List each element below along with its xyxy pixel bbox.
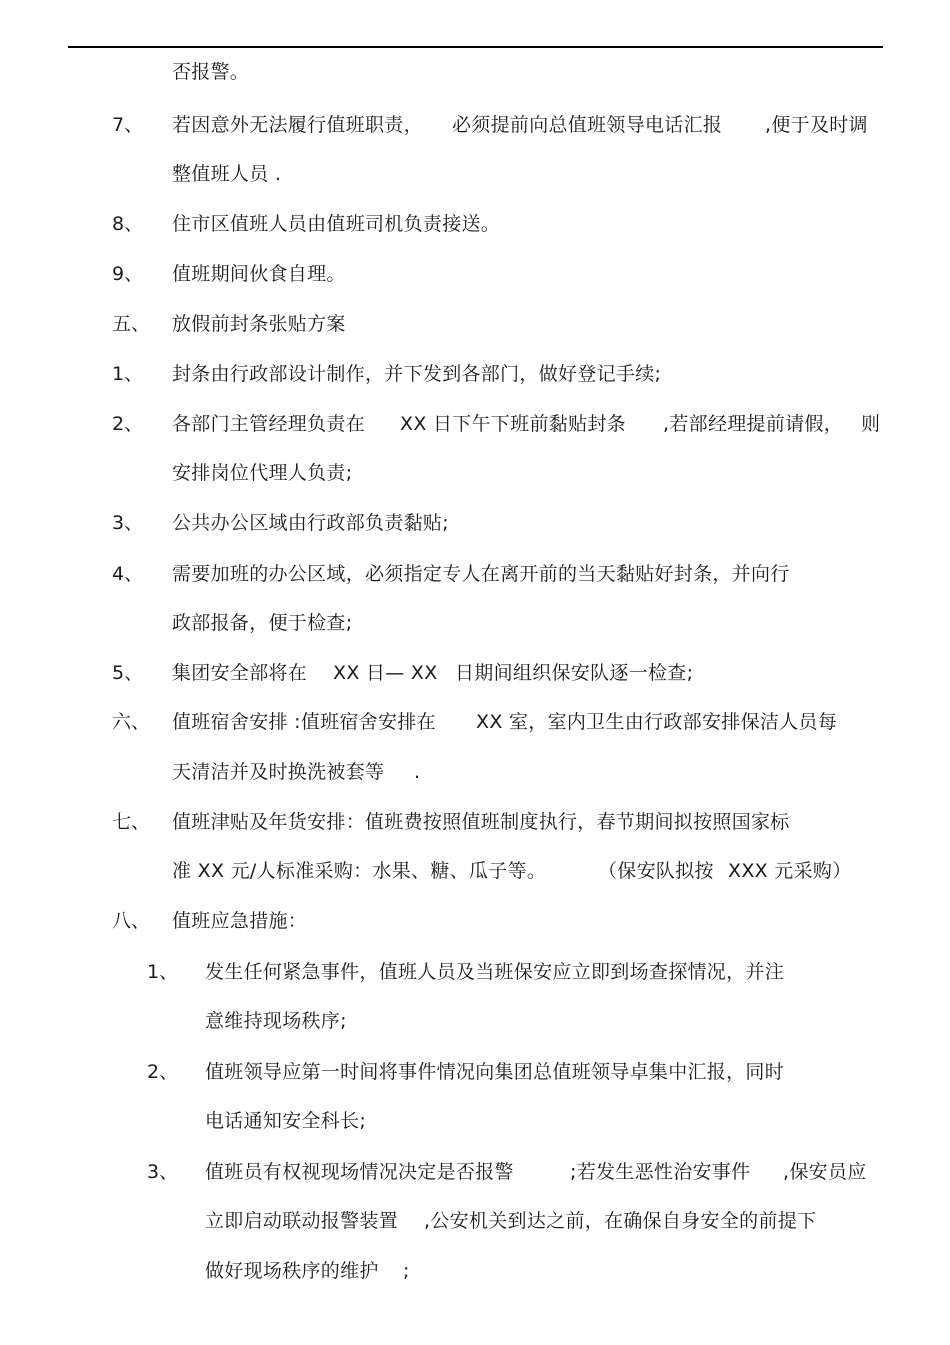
text-line: ,公安机关到达之前，在确保自身安全的前提下	[424, 1210, 817, 1232]
text-line: 必须提前向总值班领导电话汇报	[452, 114, 723, 136]
text-line: 立即启动联动报警装置	[205, 1210, 399, 1232]
text-line: 值班期间伙食自理。	[172, 263, 346, 285]
section-heading: 放假前封条张贴方案	[172, 313, 346, 335]
text-line: .	[414, 761, 421, 783]
text-line: ,若部经理提前请假，	[663, 413, 844, 435]
text-line: 集团安全部将在	[172, 662, 308, 684]
text-line: 则	[861, 413, 881, 435]
section-number: 六、	[112, 711, 151, 733]
text-line: 若因意外无法履行值班职责，	[172, 114, 423, 136]
text-line: 住市区值班人员由值班司机负责接送。	[172, 213, 501, 235]
text-line: 需要加班的办公区域，必须指定专人在离开前的当天黏贴好封条，并向行	[172, 563, 790, 585]
text-line: 发生任何紧急事件，值班人员及当班保安应立即到场查探情况，并注	[205, 961, 785, 983]
text-line: 值班宿舍安排 :值班宿舍安排在	[172, 711, 436, 733]
section-number: 七、	[112, 811, 151, 833]
text-line: ;若发生恶性治安事件	[570, 1161, 751, 1183]
text-line: 值班津贴及年货安排：值班费按照值班制度执行，春节期间拟按照国家标	[172, 811, 790, 833]
text-line: 封条由行政部设计制作，并下发到各部门，做好登记手续;	[172, 363, 662, 385]
text-line: ,保安员应	[783, 1161, 867, 1183]
text-line: 值班领导应第一时间将事件情况向集团总值班领导卓集中汇报，同时	[205, 1061, 785, 1083]
item-number: 5、	[112, 662, 144, 684]
item-number: 4、	[112, 563, 144, 585]
text-line: 各部门主管经理负责在	[172, 413, 366, 435]
text-line: （保安队拟按	[598, 860, 714, 882]
text-line: 意维持现场秩序;	[205, 1010, 347, 1032]
item-number: 2、	[147, 1061, 179, 1083]
text-line: XX 室，室内卫生由行政部安排保洁人员每	[476, 711, 838, 733]
text-line: 日期间组织保安队逐一检查;	[455, 662, 694, 684]
section-heading: 值班应急措施：	[172, 910, 308, 932]
item-number: 7、	[112, 114, 144, 136]
item-number: 1、	[112, 363, 144, 385]
item-number: 1、	[147, 961, 179, 983]
section-number: 五、	[112, 313, 151, 335]
text-line: 整值班人员 .	[172, 163, 282, 185]
text-line: XX 日— XX	[333, 662, 438, 684]
text-line: 否报警。	[172, 61, 250, 83]
text-line: 政部报备，便于检查;	[172, 612, 353, 634]
text-line: XX 日下午下班前黏贴封条	[400, 413, 626, 435]
item-number: 9、	[112, 263, 144, 285]
text-line: 天清洁并及时换洗被套等	[172, 761, 385, 783]
text-line: 准 XX 元/人标准采购：水果、糖、瓜子等。	[172, 860, 547, 882]
item-number: 8、	[112, 213, 144, 235]
text-line: 安排岗位代理人负责;	[172, 462, 353, 484]
text-line: 公共办公区域由行政部负责黏贴;	[172, 512, 449, 534]
text-line: 电话通知安全科长;	[205, 1110, 367, 1132]
text-line: ;	[403, 1260, 410, 1282]
item-number: 3、	[147, 1161, 179, 1183]
section-number: 八、	[112, 910, 151, 932]
text-line: 值班员有权视现场情况决定是否报警	[205, 1161, 514, 1183]
header-rule	[68, 46, 883, 48]
text-line: ,便于及时调	[765, 114, 868, 136]
item-number: 2、	[112, 413, 144, 435]
item-number: 3、	[112, 512, 144, 534]
text-line: XXX 元采购）	[728, 860, 852, 882]
text-line: 做好现场秩序的维护	[205, 1260, 379, 1282]
